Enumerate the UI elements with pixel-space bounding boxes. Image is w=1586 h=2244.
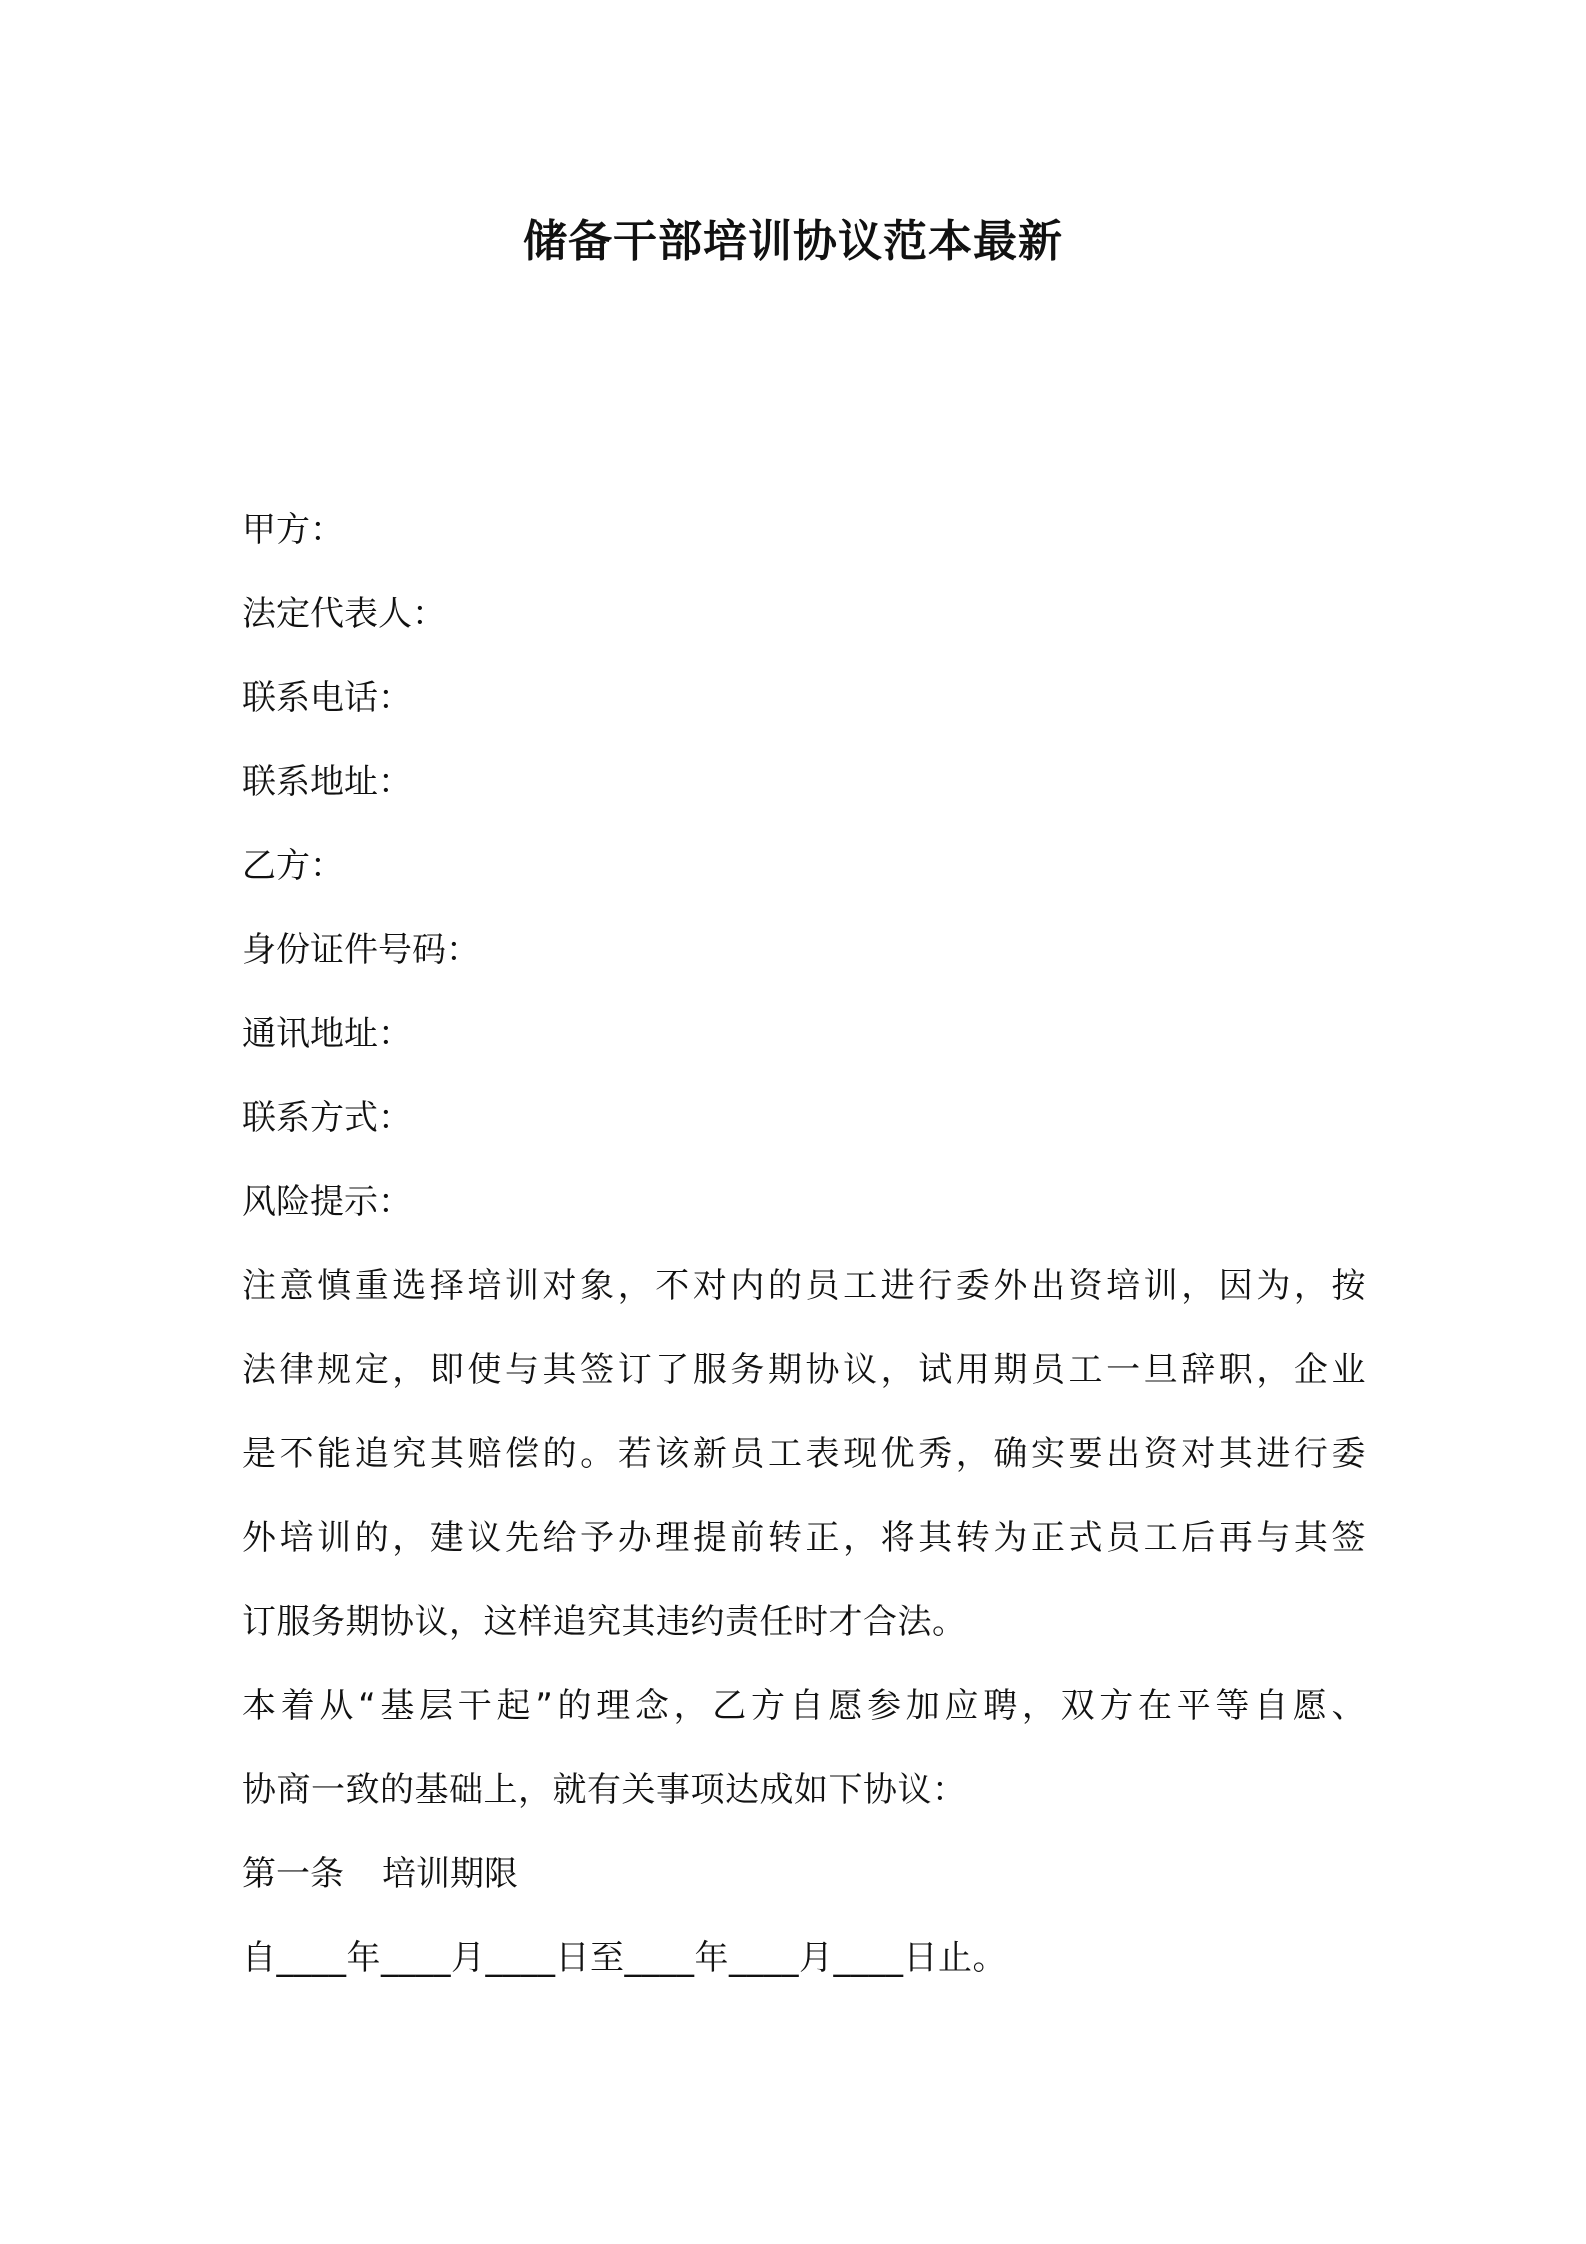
article-1-heading: [242, 1832, 1366, 1916]
intro-paragraph-line: 协商一致的基础上，就有关事项达成如下协议：: [242, 1770, 967, 1810]
id-number-field: 身份证件号码：: [242, 930, 480, 970]
document-body: [242, 488, 1366, 2000]
contact-field: 联系方式：: [242, 1098, 412, 1138]
legal-representative-field: 法定代表人：: [242, 594, 446, 634]
risk-paragraph-line: 注意慎重选择培训对象，不对内的员工进行委外出资培训，因为，按: [242, 1266, 1366, 1306]
intro-paragraph-line: 本着从“基层干起”的理念，乙方自愿参加应聘，双方在平等自愿、: [242, 1686, 1366, 1726]
risk-paragraph-line: 是不能追究其赔偿的。若该新员工表现优秀，确实要出资对其进行委: [242, 1434, 1366, 1474]
risk-paragraph-line: 法律规定，即使与其签订了服务期协议，试用期员工一旦辞职，企业: [242, 1350, 1366, 1390]
article-1-title: 培训期限: [382, 1854, 518, 1894]
party-a-address-field: 联系地址：: [242, 762, 412, 802]
article-1-number: 第一条: [242, 1854, 344, 1894]
mail-address-field: 通讯地址：: [242, 1014, 412, 1054]
party-b-label: 乙方：: [242, 846, 344, 886]
document-title: 储备干部培训协议范本最新: [523, 216, 1063, 267]
risk-heading: 风险提示：: [242, 1182, 412, 1222]
risk-paragraph-line: 外培训的，建议先给予办理提前转正，将其转为正式员工后再与其签: [242, 1518, 1366, 1558]
party-a-phone-field: 联系电话：: [242, 678, 412, 718]
party-a-label: 甲方：: [242, 510, 344, 550]
risk-paragraph-line: 订服务期协议，这样追究其违约责任时才合法。: [242, 1602, 967, 1642]
training-period-line: 自____年____月____日至____年____月____日止。: [242, 1938, 1007, 1978]
